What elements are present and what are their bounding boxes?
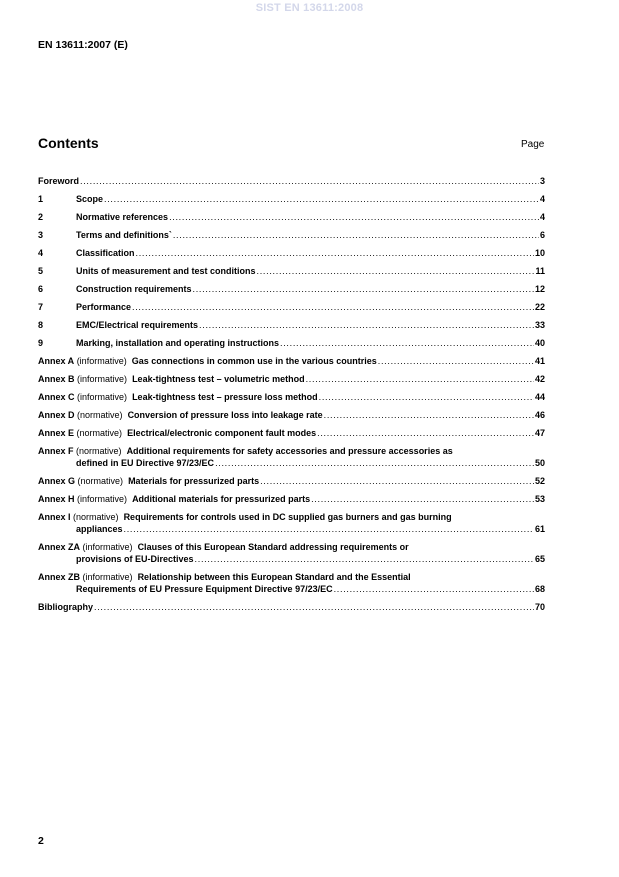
toc-entry[interactable]: 2 Normative references . . . 4	[38, 211, 545, 223]
document-id: EN 13611:2007 (E)	[38, 39, 128, 51]
toc-annex-entry[interactable]: Annex ZA (informative) Clauses of this European Standard addressing requirements or provisions of EU-Directives . . . 65	[38, 541, 545, 565]
table-of-contents	[38, 175, 545, 613]
toc-annex-entry[interactable]: Annex E (normative) Electrical/electronic component fault modes . . . 47	[38, 427, 545, 439]
toc-entry[interactable]: 5 Units of measurement and test conditions . . . 11	[38, 265, 545, 277]
toc-annex-entry[interactable]: Annex A (informative) Gas connections in common use in the various countries . . . 41	[38, 355, 545, 367]
watermark: SIST EN 13611:2008	[255, 2, 364, 14]
page-number: 2	[38, 835, 44, 847]
toc-entry[interactable]: 3 Terms and definitions` . . . 6	[38, 229, 545, 241]
toc-annex-entry[interactable]: Annex ZB (informative) Relationship between this European Standard and the Essential Requirements of EU Pressure Equipment Directive 97/23/EC . . . 68	[38, 571, 545, 595]
toc-entry[interactable]: 1 Scope . . . 4	[38, 193, 545, 205]
toc-entry[interactable]: 7 Performance . . . 22	[38, 301, 545, 313]
toc-annex-entry[interactable]: Annex H (informative) Additional materials for pressurized parts . . . 53	[38, 493, 545, 505]
toc-annex-entry[interactable]: Annex D (normative) Conversion of pressure loss into leakage rate . . . 46	[38, 409, 545, 421]
toc-annex-entry[interactable]: Annex B (informative) Leak-tightness test – volumetric method . . . 42	[38, 373, 545, 385]
toc-entry[interactable]: 4 Classification . . . 10	[38, 247, 545, 259]
toc-entry[interactable]: 9 Marking, installation and operating instructions . . . 40	[38, 337, 545, 349]
toc-entry[interactable]: 6 Construction requirements . . . 12	[38, 283, 545, 295]
toc-entry[interactable]: Foreword . . . 3	[38, 175, 545, 187]
toc-entry[interactable]: 8 EMC/Electrical requirements . . . 33	[38, 319, 545, 331]
toc-entry[interactable]: Bibliography . . . 70	[38, 601, 545, 613]
toc-annex-entry[interactable]: Annex F (normative) Additional requirements for safety accessories and pressure accessories as defined in EU Directive 97/23/EC . . . 50	[38, 445, 545, 469]
toc-annex-entry[interactable]: Annex C (informative) Leak-tightness test – pressure loss method . . . 44	[38, 391, 545, 403]
contents-title: Contents	[38, 135, 99, 151]
toc-annex-entry[interactable]: Annex I (normative) Requirements for controls used in DC supplied gas burners and gas burning appliances . . . 61	[38, 511, 545, 535]
toc-annex-entry[interactable]: Annex G (normative) Materials for pressurized parts . . . 52	[38, 475, 545, 487]
page-column-header: Page	[521, 139, 545, 150]
